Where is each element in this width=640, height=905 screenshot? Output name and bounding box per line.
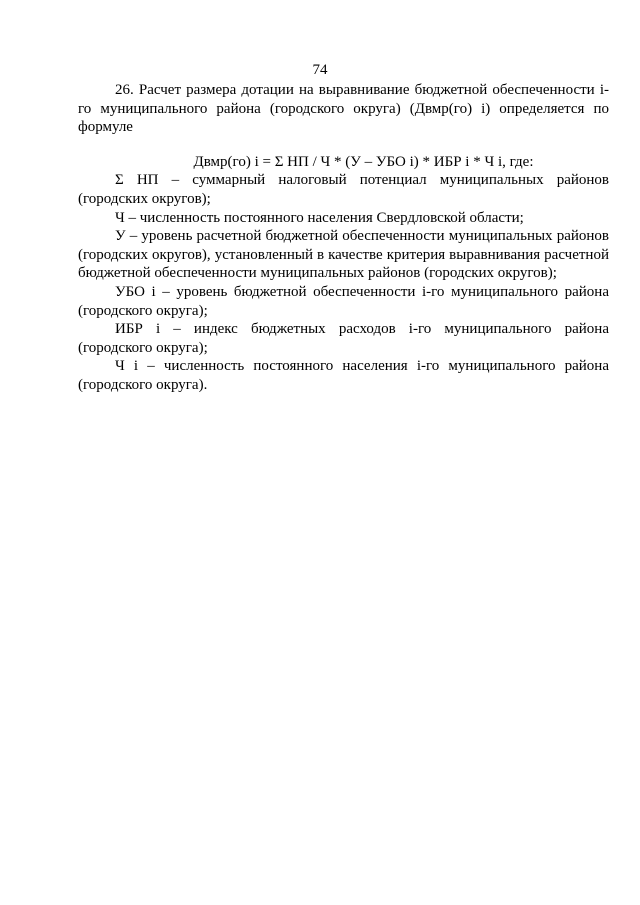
definition-term: ИБР i: [115, 321, 161, 338]
definition-u: [78, 227, 609, 283]
definition-term: Σ НП: [115, 172, 159, 189]
definition-ubo: [78, 283, 609, 320]
definition-text: – численность постоянного населения Свердловской области;: [124, 209, 524, 226]
definition-text: – уровень расчетной бюджетной обеспеченности муниципальных районов (городских округов), установленный в качестве критерия выравнивания расчетной бюджетной обеспеченности муниципальных районов (городских округов);: [78, 228, 609, 282]
definition-sum-np: [78, 171, 609, 208]
definition-term: УБО i: [115, 283, 156, 300]
document-body: [78, 81, 609, 395]
definition-text: – численность постоянного населения i-го муниципального района (городского округа).: [78, 358, 609, 393]
definition-text: – уровень бюджетной обеспеченности i-го муниципального района (городского округа);: [78, 283, 609, 319]
definition-text: – суммарный налоговый потенциал муниципальных районов (городских округов);: [78, 172, 610, 207]
definition-ch: [78, 209, 609, 228]
definition-term: Ч: [115, 209, 125, 226]
definition-term: Ч i: [115, 358, 139, 375]
intro-paragraph: 26. Расчет размера дотации на выравнивание бюджетной обеспеченности i-го муниципального района (городского округа) (Двмр(го) i) определяется по формуле: [78, 82, 609, 136]
formula: Двмр(го) i = Σ НП / Ч * (У – УБО i) * ИБР i * Ч i, где:: [193, 153, 534, 170]
definition-ibr: [78, 320, 609, 357]
page-number: 74: [312, 62, 328, 78]
definition-text: – индекс бюджетных расходов i-го муниципального района (городского округа);: [78, 321, 609, 356]
definition-ch-i: [78, 357, 609, 394]
definition-term: У: [115, 228, 126, 245]
